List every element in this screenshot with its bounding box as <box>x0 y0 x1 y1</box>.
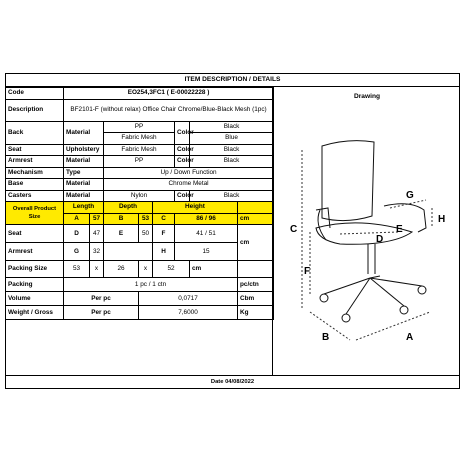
row-armrest-dims <box>6 243 274 261</box>
caster-4 <box>418 286 426 294</box>
chair-backrest <box>322 141 374 221</box>
seat-upholstery-label: Upholstery <box>64 144 104 156</box>
dim-label-f: F <box>304 266 311 277</box>
packing-size-x2: x <box>139 261 153 278</box>
packing-label: Packing <box>6 278 64 292</box>
base-material-label: Material <box>64 179 104 191</box>
row-seat <box>6 144 274 156</box>
row-weight <box>6 306 274 320</box>
volume-unit: Cbm <box>238 292 274 306</box>
back-material-1: PP <box>104 121 175 133</box>
row-volume <box>6 292 274 306</box>
dim-label-g: G <box>406 190 414 201</box>
armrest-label: Armrest <box>6 156 64 168</box>
seat-dims-unit: cm <box>238 225 274 261</box>
armrest-h-letter: H <box>153 243 175 261</box>
row-seat-dims <box>6 225 274 243</box>
caster-3 <box>400 306 408 314</box>
back-color-label: Color <box>175 121 190 144</box>
overall-a-letter: A <box>64 213 90 225</box>
armrest-h-value: 15 <box>175 243 238 261</box>
packing-size-blank <box>238 261 274 278</box>
seat-d-letter: D <box>64 225 90 243</box>
armrest-color: Black <box>190 156 274 168</box>
armrest-material: PP <box>104 156 175 168</box>
row-mechanism <box>6 167 274 179</box>
packing-size-v3: 52 <box>153 261 190 278</box>
armrest-g-value: 32 <box>90 243 104 261</box>
description-value: BF2101-F (without relax) Office Chair Chrome/Blue-Black Mesh (1pc) <box>64 99 274 121</box>
armrest-dims-blank <box>104 243 153 261</box>
caster-2 <box>342 314 350 322</box>
dim-label-a: A <box>406 332 414 343</box>
row-code <box>6 88 274 100</box>
casters-label: Casters <box>6 190 64 202</box>
seat-e-letter: E <box>104 225 139 243</box>
overall-b-value: 53 <box>139 213 153 225</box>
spec-table <box>5 87 274 320</box>
back-material-label: Material <box>64 121 104 144</box>
chair-gas-lift <box>368 244 375 274</box>
mechanism-label: Mechanism <box>6 167 64 179</box>
depth-header: Depth <box>104 202 153 214</box>
row-packing <box>6 278 274 292</box>
dim-label-e: E <box>396 224 403 235</box>
weight-label: Weight / Gross <box>6 306 64 320</box>
footer-date: Date 04/08/2022 <box>5 375 460 389</box>
seat-color-label: Color <box>175 144 190 156</box>
overall-b-letter: B <box>104 213 139 225</box>
overall-blank <box>238 202 274 214</box>
seat-color: Black <box>190 144 274 156</box>
packing-value: 1 pc / 1 ctn <box>64 278 238 292</box>
base-value: Chrome Metal <box>104 179 274 191</box>
seat-dims-label: Seat <box>6 225 64 243</box>
armrest-material-label: Material <box>64 156 104 168</box>
overall-unit: cm <box>238 213 274 225</box>
packing-size-v2: 26 <box>104 261 139 278</box>
mechanism-type-label: Type <box>64 167 104 179</box>
seat-d-value: 47 <box>90 225 104 243</box>
seat-material: Fabric Mesh <box>104 144 175 156</box>
caster-1 <box>320 294 328 302</box>
overall-a-value: 57 <box>90 213 104 225</box>
height-header: Height <box>153 202 238 214</box>
code-value: EO254,3FC1 ( E-00022228 ) <box>64 88 274 100</box>
seat-f-letter: F <box>153 225 175 243</box>
packing-size-label: Packing Size <box>6 261 64 278</box>
dim-label-c: C <box>290 224 298 235</box>
weight-unit: Kg <box>238 306 274 320</box>
armrest-dims-label: Armrest <box>6 243 64 261</box>
mechanism-value: Up / Down Function <box>104 167 274 179</box>
overall-size-label: Overall Product Size <box>6 202 64 225</box>
row-armrest <box>6 156 274 168</box>
armrest-color-label: Color <box>175 156 190 168</box>
weight-per: Per pc <box>64 306 139 320</box>
row-casters <box>6 190 274 202</box>
base-label: Base <box>6 179 64 191</box>
casters-material-label: Material <box>64 190 104 202</box>
dim-line-d <box>340 232 398 234</box>
seat-f-value: 41 / 51 <box>175 225 238 243</box>
weight-value: 7,6000 <box>139 306 238 320</box>
packing-size-v1: 53 <box>64 261 90 278</box>
dim-label-b: B <box>322 332 330 343</box>
row-base <box>6 179 274 191</box>
overall-c-value: 86 / 96 <box>175 213 238 225</box>
packing-unit: pc/ctn <box>238 278 274 292</box>
packing-size-x1: x <box>90 261 104 278</box>
dim-line-a <box>356 312 430 340</box>
chair-drawing <box>280 128 455 358</box>
dim-label-h: H <box>438 214 446 225</box>
drawing-label: Drawing <box>353 93 380 100</box>
chair-left-armrest <box>316 208 330 240</box>
back-color-2: Blue <box>190 133 274 145</box>
description-label: Description <box>6 99 64 121</box>
overall-c-letter: C <box>153 213 175 225</box>
volume-value: 0,0717 <box>139 292 238 306</box>
volume-label: Volume <box>6 292 64 306</box>
armrest-g-letter: G <box>64 243 90 261</box>
length-header: Length <box>64 202 104 214</box>
back-label: Back <box>6 121 64 144</box>
dim-line-b <box>310 312 350 340</box>
packing-size-unit: cm <box>190 261 238 278</box>
casters-color: Black <box>190 190 274 202</box>
back-color-1: Black <box>190 121 274 133</box>
sheet-title: ITEM DESCRIPTION / DETAILS <box>5 73 460 87</box>
row-description <box>6 99 274 121</box>
volume-per: Per pc <box>64 292 139 306</box>
code-label: Code <box>6 88 64 100</box>
seat-label: Seat <box>6 144 64 156</box>
row-overall-headers <box>6 202 274 214</box>
seat-e-value: 50 <box>139 225 153 243</box>
row-packing-size <box>6 261 274 278</box>
casters-color-label: Color <box>175 190 190 202</box>
dim-label-d: D <box>376 234 384 245</box>
row-back-1 <box>6 121 274 133</box>
back-material-2: Fabric Mesh <box>104 133 175 145</box>
casters-material: Nylon <box>104 190 175 202</box>
